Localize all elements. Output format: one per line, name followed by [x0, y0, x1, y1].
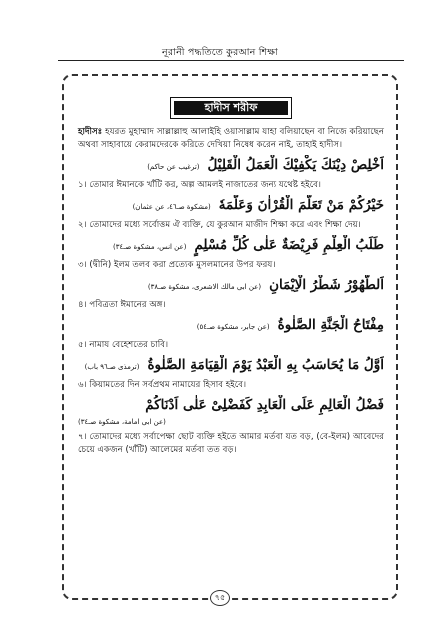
hadith-translation: ১। তোমার ঈমানকে খাঁটি কর, অল্প আমলই নাজাতের জন্য যথেষ্ট হইবে। — [78, 180, 322, 190]
hadith-3 — [78, 235, 384, 272]
page-header-title: নূরানী পদ্ধতিতে কুরআন শিক্ষা — [162, 47, 278, 58]
hadith-arabic — [78, 155, 384, 177]
hadith-arabic — [78, 275, 384, 297]
hadith-translation: ৪। পবিত্রতা ঈমানের অঙ্গ। — [78, 300, 166, 310]
hadith-ref: (ترغيب عن حاكم) — [147, 163, 200, 171]
hadith-arabic-text: فَضْلُ الْعَالِمِ عَلَى الْعَابِدِ كَفَضْلِىْ عَلٰى اَدْنَاكُمْ — [145, 397, 384, 413]
intro-label: হাদীসঃ — [78, 127, 103, 137]
hadith-arabic-text: مِفْتَاحُ الْجَنَّةِ الصَّلٰوةُ — [277, 317, 384, 333]
hadith-translation: ৩। (দ্বীনি) ইলম তলব করা প্রত্যেক মুসলমানের উপর ফরয। — [78, 260, 276, 270]
section-title-box — [170, 97, 292, 119]
intro-paragraph — [78, 126, 384, 152]
hadith-arabic — [78, 235, 384, 257]
hadith-ref: (عن ابى امامة، مشكوة صـ٣٤) — [78, 418, 166, 426]
hadith-1 — [78, 155, 384, 192]
hadith-7 — [78, 395, 384, 457]
hadith-translation: ৬। কিয়ামতের দিন সর্বপ্রথম নামাযের হিসাব হইবে। — [78, 380, 247, 390]
hadith-translation: ৭। তোমাদের মধ্যে সর্বাপেক্ষা ছোট ব্যক্তি হইতে আমার মর্তবা যত বড়, (বে-ইলম) আবেদের চেয়ে একজন (খাঁটি) আলেমের মর্তবা তত বড়। — [78, 432, 384, 455]
hadith-arabic-text: اَلطُّهُوْرُ شَطْرُ الْاِيْمَانِ — [269, 277, 384, 293]
hadith-arabic — [78, 395, 384, 415]
hadith-translation: ২। তোমাদের মধ্যে সর্বোত্তম ঐ ব্যক্তি, যে কুরআন মাজীদ শিক্ষা করে এবং শিক্ষা দেয়। — [78, 220, 361, 230]
content-body — [78, 126, 384, 457]
hadith-translation: ৫। নামায বেহেশতের চাবি। — [78, 340, 169, 350]
hadith-4 — [78, 275, 384, 312]
hadith-6 — [78, 355, 384, 392]
section-title: হাদীস শরীফ — [174, 101, 288, 115]
hadith-ref: (عن جابر، مشكوة صـ٥٤) — [196, 323, 270, 331]
hadith-arabic — [78, 195, 384, 217]
hadith-arabic-text: اَوَّلُ مَا يُحَاسَبُ بِهِ الْعَبْدُ يَوْمَ الْقِيَامَةِ الصَّلٰوةُ — [147, 357, 384, 373]
hadith-5 — [78, 315, 384, 352]
hadith-ref: (عن ابى مالك الاشعرى، مشكوة صـ٣٨) — [147, 283, 262, 291]
hadith-arabic — [78, 315, 384, 337]
intro-text: হযরত মুহাম্মাদ সাল্লাল্লাহু আলাইহি ওয়াসাল্লাম যাহা বলিয়াছেন বা নিজে করিয়াছেন অথবা সাহাবায়ে কেরামদেরকে করিতে দেখিয়া নিষেধ করেন নাই, তাহাই হাদীস। — [78, 127, 384, 150]
hadith-arabic-text: اَخْلِصْ دِيْنَكَ يَكْفِيْكَ الْعَمَلُ الْقَلِيْلُ — [207, 157, 384, 173]
page-number: ৭৫ — [210, 590, 230, 606]
hadith-ref: (ترمذى صـ٩٦ باب) — [84, 363, 140, 371]
hadith-arabic — [78, 355, 384, 377]
hadith-arabic-text: طَلَبُ الْعِلْمِ فَرِيْضَةٌ عَلٰى كُلِّ مُسْلِمٍ — [194, 237, 384, 253]
hadith-ref: (مشكوة صـ٤٦، عن عثمان) — [132, 203, 211, 211]
hadith-2 — [78, 195, 384, 232]
header-rule — [58, 60, 404, 61]
hadith-ref: (عن انس، مشكوة صـ٣٤) — [113, 243, 187, 251]
hadith-arabic-text: خَيْرُكُمْ مَنْ تَعَلَّمَ الْقُرْاٰنَ وَعَلَّمَهٗ — [218, 197, 384, 213]
